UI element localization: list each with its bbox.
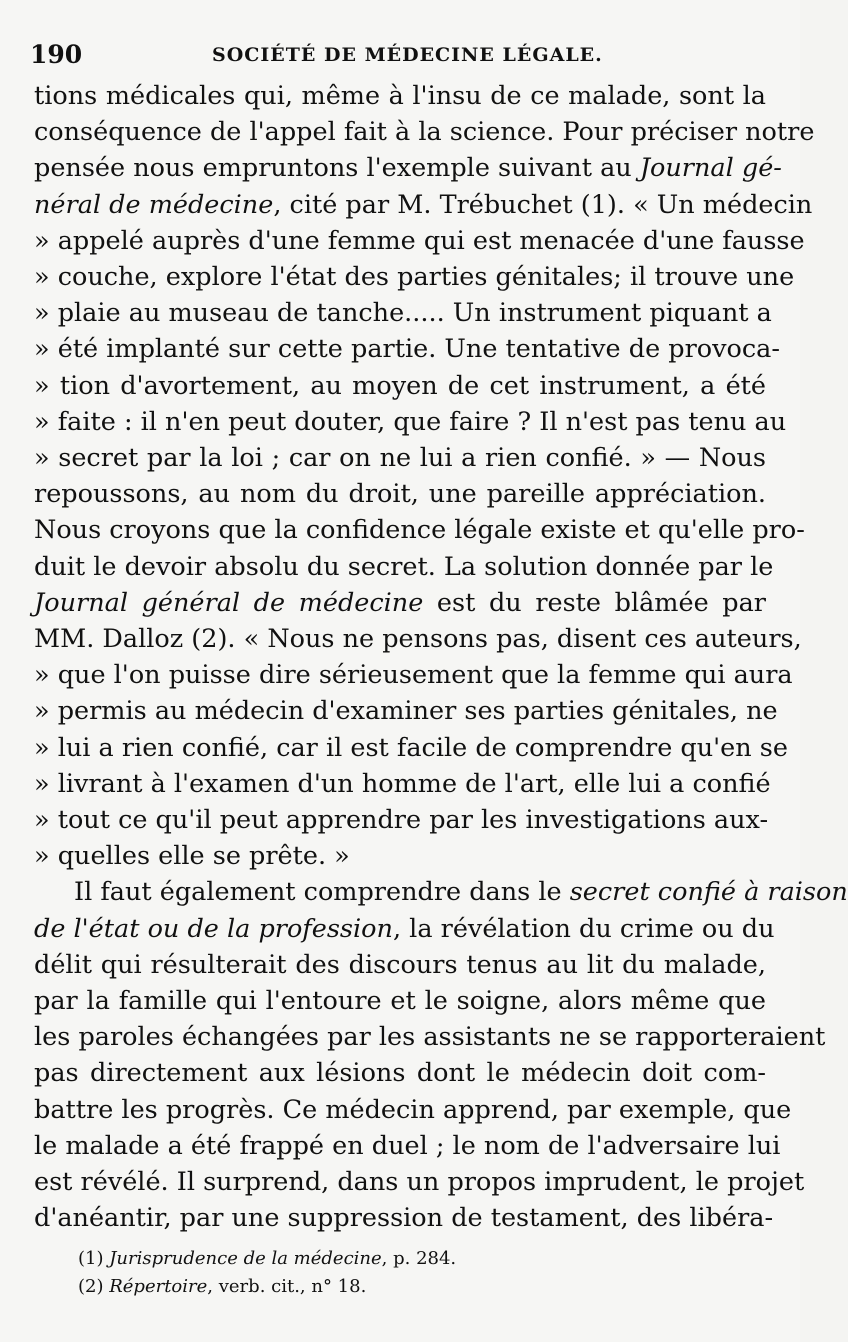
text-line: est révélé. Il surprend, dans un propos imprudent, le projet xyxy=(34,1167,805,1198)
text-line: tions médicales qui, même à l'insu de ce malade, sont la xyxy=(34,81,766,111)
text-line: » plaie au museau de tanche..... Un instrument piquant a xyxy=(34,298,772,329)
text-line: » que l'on puisse dire sérieusement que la femme qui aura xyxy=(34,660,793,691)
text-line: » quelles elle se prête. » xyxy=(34,841,350,872)
page-number: 190 xyxy=(30,40,83,69)
text-line: pensée nous empruntons l'exemple suivant au Journal gé- xyxy=(34,153,782,184)
text-line: » lui a rien confié, car il est facile de comprendre qu'en se xyxy=(34,732,788,763)
text-line: d'anéantir, par une suppression de testament, des libéra- xyxy=(34,1203,774,1234)
text-line: néral de médecine, cité par M. Trébuchet (1). « Un médecin xyxy=(34,189,813,220)
text-line: Journal général de médecine est du reste blâmée par xyxy=(34,587,766,618)
text-line: Il faut également comprendre dans le secret confié à raison xyxy=(74,877,848,908)
running-head xyxy=(30,40,770,80)
text-line: de l'état ou de la profession, la révélation du crime ou du xyxy=(34,913,775,944)
text-line: » couche, explore l'état des parties génitales; il trouve une xyxy=(34,262,795,293)
footnotes xyxy=(78,1245,768,1301)
text-line: » appelé auprès d'une femme qui est menacée d'une fausse xyxy=(34,225,805,256)
footnote: (2) Répertoire, verb. cit., n° 18. xyxy=(78,1276,367,1297)
text-line: » tout ce qu'il peut apprendre par les investigations aux- xyxy=(34,805,769,836)
text-line: » secret par la loi ; car on ne lui a rien confié. » — Nous xyxy=(34,443,766,474)
text-line: conséquence de l'appel fait à la science. Pour préciser notre xyxy=(34,117,815,148)
text-line: repoussons, au nom du droit, une pareille appréciation. xyxy=(34,479,766,510)
text-line: duit le devoir absolu du secret. La solution donnée par le xyxy=(34,551,774,582)
text-line: » été implanté sur cette partie. Une tentative de provoca- xyxy=(34,334,780,365)
body-text xyxy=(34,78,848,1237)
text-line: » faite : il n'en peut douter, que faire ? Il n'est pas tenu au xyxy=(34,406,787,437)
text-line: » tion d'avortement, au moyen de cet instrument, a été xyxy=(34,370,766,401)
text-line: pas directement aux lésions dont le médecin doit com- xyxy=(34,1058,766,1089)
text-line: délit qui résulterait des discours tenus au lit du malade, xyxy=(34,949,766,980)
running-title: SOCIÉTÉ DE MÉDECINE LÉGALE. xyxy=(212,44,603,66)
text-line: par la famille qui l'entoure et le soigne, alors même que xyxy=(34,986,766,1017)
text-line: » permis au médecin d'examiner ses parties génitales, ne xyxy=(34,696,778,727)
text-line: Nous croyons que la confidence légale existe et qu'elle pro- xyxy=(34,515,805,546)
text-line: MM. Dalloz (2). « Nous ne pensons pas, disent ces auteurs, xyxy=(34,624,802,655)
text-line: » livrant à l'examen d'un homme de l'art, elle lui a confié xyxy=(34,768,771,799)
footnote: (1) Jurisprudence de la médecine, p. 284. xyxy=(78,1248,457,1269)
text-line: battre les progrès. Ce médecin apprend, par exemple, que xyxy=(34,1094,792,1125)
text-line: le malade a été frappé en duel ; le nom de l'adversaire lui xyxy=(34,1130,781,1161)
text-line: les paroles échangées par les assistants ne se rapporteraient xyxy=(34,1022,826,1053)
